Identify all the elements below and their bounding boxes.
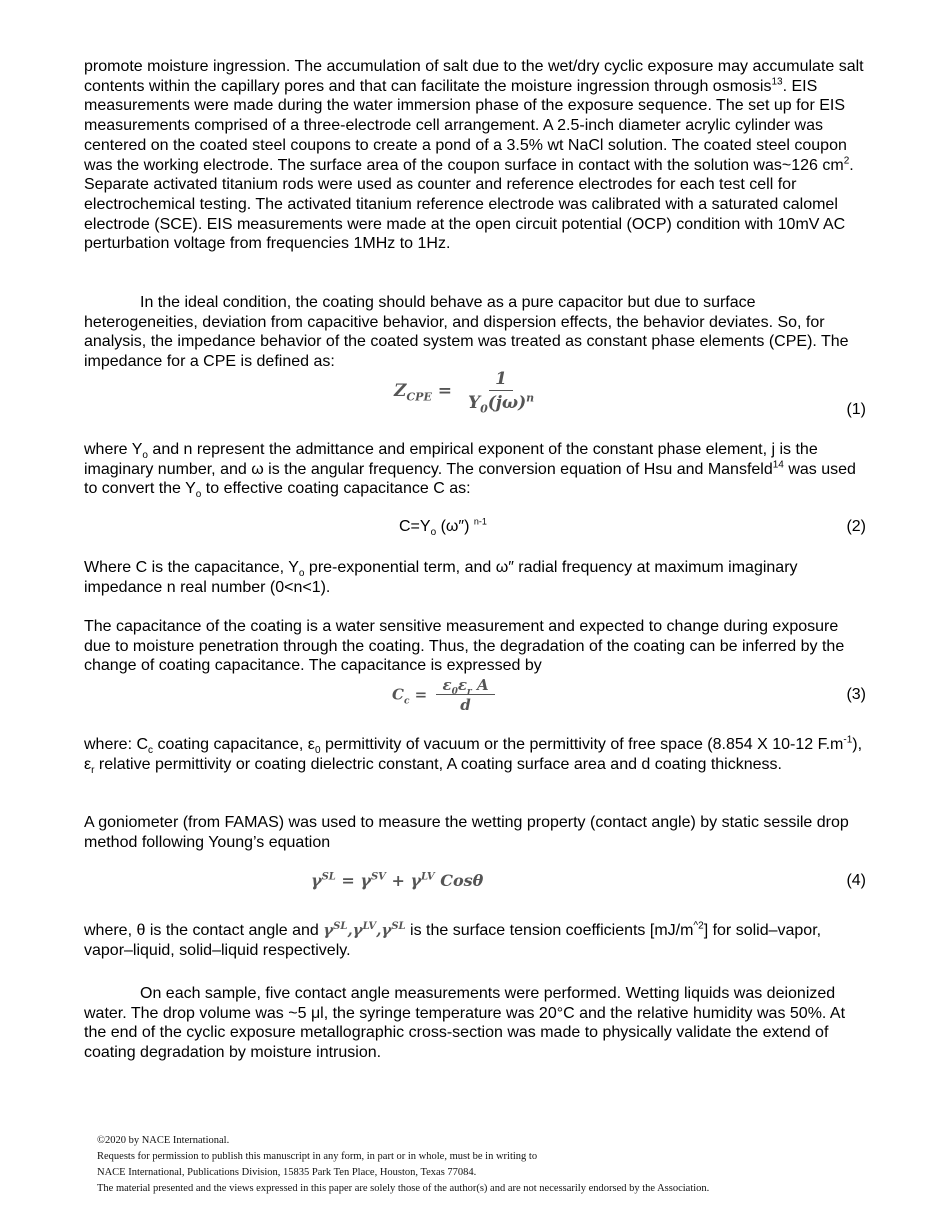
reference-14: 14 bbox=[772, 459, 784, 471]
paragraph-capacitance-where: Where C is the capacitance, $Y_o$ pre-exponential term, and ω″ radial frequency at maximum imaginary impedance n real number (0<n<1). bbox=[84, 559, 798, 596]
footer-disclaimer: The material presented and the views expressed in this paper are solely those of the author(s) and are not necessarily endorsed by the Association. bbox=[97, 1183, 710, 1194]
paragraph-contact-angle-measurements: On each sample, five contact angle measurements were performed. Wetting liquids was deionized water. The drop volume was ~5 μl, the syringe temperature was 20°C and the relative humidity was 50%. At the end of the cyclic exposure metallographic cross-section was made to physically validate the extend of coating degradation by moisture intrusion. bbox=[84, 985, 846, 1062]
equation-4: $\gamma^{SL} = \gamma^{SV} + \gamma^{LV}$ Cosθ bbox=[311, 871, 484, 890]
equation-1: $Z_{CPE}$ = $\frac{1}{Y_0(j\omega)^n}$ bbox=[394, 368, 544, 415]
footer-address: NACE International, Publications Division, 15835 Park Ten Place, Houston, Texas 77084. bbox=[97, 1167, 477, 1178]
equation-3-fraction: $\frac{\varepsilon_0\varepsilon_r A}{d}$ bbox=[436, 676, 494, 715]
paragraph-coating-capacitance: The capacitance of the coating is a water sensitive measurement and expected to change during exposure due to moisture penetration through the coating. Thus, the degradation of the coating can be inferred by the change of coating capacitance. The capacitance is expressed by bbox=[84, 618, 845, 675]
paragraph-young-where: where, θ is the contact angle and $\gamma^{SL},\gamma^{LV},\gamma^{SL}$ is the surface tension coefficients $[mJ/m^{\^{}2}]$ for solid–vapor, vapor–liquid, solid–liquid respectively. bbox=[84, 920, 822, 959]
equation-1-fraction: $\frac{1}{Y_0(j\omega)^n}$ bbox=[467, 369, 535, 416]
equation-3: $C_c$ = $\frac{\varepsilon_0\varepsilon_r A}{d}$ bbox=[392, 676, 499, 715]
equation-2-number: (2) bbox=[846, 518, 866, 535]
copyright-footer bbox=[97, 1133, 709, 1197]
superscript-2: 2 bbox=[843, 155, 850, 167]
equation-2: $C=Y_o$ (ω″) $^{n-1}$ bbox=[399, 516, 487, 539]
footer-permission: Requests for permission to publish this manuscript in any form, in part or in whole, must be in writing to bbox=[97, 1151, 538, 1162]
equation-4-number: (4) bbox=[846, 872, 866, 889]
paragraph-cpe-where: where $Y_o$ and n represent the admittance and empirical exponent of the constant phase element, j is the imaginary number, and ω is the angular frequency. The conversion equation of Hsu and Mansfeld$^{14}$ was used to convert the $Y_o$ to effective coating capacitance C as: bbox=[84, 441, 856, 501]
paragraph-cpe-intro: In the ideal condition, the coating should behave as a pure capacitor but due to surface heterogeneities, deviation from capacitive behavior, and dispersion effects, the behavior deviates. So, for analysis, the impedance behavior of the coated system was treated as constant phase elements (CPE). The impedance for a CPE is defined as: bbox=[84, 294, 849, 371]
equation-3-number: (3) bbox=[846, 686, 866, 703]
reference-13: 13 bbox=[771, 76, 783, 88]
footer-copyright: ©2020 by NACE International. bbox=[97, 1135, 230, 1146]
surface-tension-symbols: $\gamma^{SL},\gamma^{LV},\gamma^{SL}$ bbox=[323, 921, 406, 939]
equation-1-number: (1) bbox=[846, 401, 866, 418]
paragraph-permittivity-where: where: $C_c$ coating capacitance, $\varepsilon_0$ permittivity of vacuum or the permittivity of free space (8.854 X 10-12 $F.m^{-1}$), $\varepsilon_r$ relative permittivity or coating dielectric constant, A coating surface area and d coating thickness. bbox=[84, 734, 863, 776]
paragraph-eis-setup: promote moisture ingression. The accumulation of salt due to the wet/dry cyclic exposure may accumulate salt contents within the capillary pores and that can facilitate the moisture ingression through osmosis$^{13}$. EIS measurements were made during the water immersion phase of the exposure sequence. The set up for EIS measurements comprised of a three-electrode cell arrangement. A 2.5-inch diameter acrylic cylinder was centered on the coated steel coupons to create a pond of a 3.5% wt NaCl solution. The coated steel coupon was the working electrode. The surface area of the coupon surface in contact with the solution was~126 $cm^2$. Separate activated titanium rods were used as counter and reference electrodes for each test cell for electrochemical testing. The activated titanium reference electrode was calibrated with a saturated calomel electrode (SCE). EIS measurements were made at the open circuit potential (OCP) condition with 10mV AC perturbation voltage from frequencies 1MHz to 1Hz. bbox=[84, 58, 864, 253]
paragraph-goniometer: A goniometer (from FAMAS) was used to measure the wetting property (contact angle) by static sessile drop method following Young’s equation bbox=[84, 814, 849, 851]
